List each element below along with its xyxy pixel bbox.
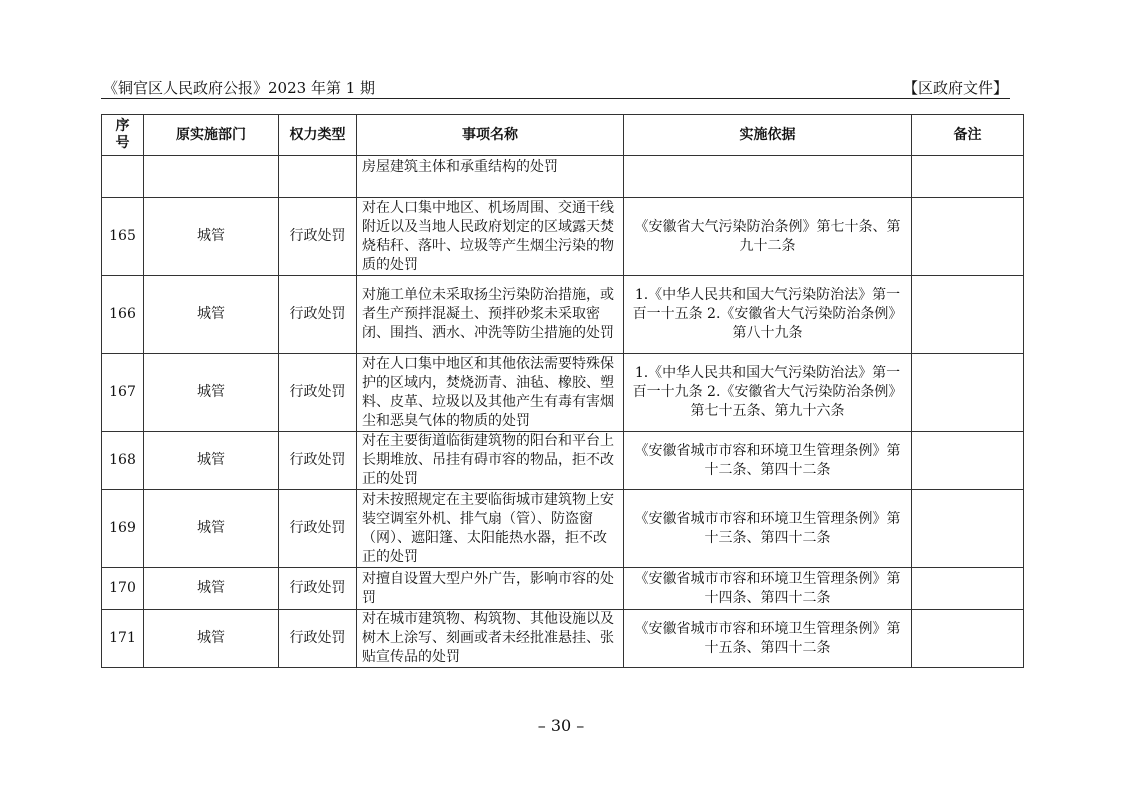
cell-note [912, 276, 1024, 354]
col-header-dept: 原实施部门 [144, 115, 279, 156]
table-row [102, 354, 1024, 432]
cell-dept: 城管 [144, 198, 279, 276]
cell-basis: 《安徽省城市市容和环境卫生管理条例》第十四条、第四十二条 [624, 568, 912, 610]
cell-type: 行政处罚 [279, 490, 357, 568]
cell-no: 171 [102, 610, 144, 668]
seq-header-line1: 序 [115, 118, 130, 134]
seq-header-line2: 号 [115, 135, 130, 151]
cell-name: 对擅自设置大型户外广告，影响市容的处罚 [357, 568, 624, 610]
cell-basis: 《安徽省城市市容和环境卫生管理条例》第十五条、第四十二条 [624, 610, 912, 668]
cell-name: 对在人口集中地区、机场周围、交通干线附近以及当地人民政府划定的区域露天焚烧秸秆、落叶、垃圾等产生烟尘污染的物质的处罚 [357, 198, 624, 276]
cell-no: 169 [102, 490, 144, 568]
col-header-seq [102, 115, 144, 156]
table-header [102, 115, 1024, 156]
table-body [102, 156, 1024, 668]
cell-no: 165 [102, 198, 144, 276]
cell-basis: 1.《中华人民共和国大气污染防治法》第一百一十五条 2.《安徽省大气污染防治条例》第八十九条 [624, 276, 912, 354]
cell-no: 167 [102, 354, 144, 432]
cell-name: 对在主要街道临街建筑物的阳台和平台上长期堆放、吊挂有碍市容的物品，拒不改正的处罚 [357, 432, 624, 490]
col-header-basis: 实施依据 [624, 115, 912, 156]
cell-note [912, 568, 1024, 610]
table-row [102, 568, 1024, 610]
header-row [102, 115, 1024, 156]
cell-no: 166 [102, 276, 144, 354]
cell-dept: 城管 [144, 276, 279, 354]
cell-type: 行政处罚 [279, 610, 357, 668]
cell-dept: 城管 [144, 354, 279, 432]
table-row [102, 156, 1024, 198]
cell-type: 行政处罚 [279, 432, 357, 490]
cell-name: 对在城市建筑物、构筑物、其他设施以及树木上涂写、刻画或者未经批准悬挂、张贴宣传品的处罚 [357, 610, 624, 668]
cell-no [102, 156, 144, 198]
page-header [101, 76, 1010, 99]
cell-name: 房屋建筑主体和承重结构的处罚 [357, 156, 624, 198]
cell-note [912, 198, 1024, 276]
col-header-name: 事项名称 [357, 115, 624, 156]
cell-note [912, 354, 1024, 432]
cell-no: 168 [102, 432, 144, 490]
cell-basis: 《安徽省城市市容和环境卫生管理条例》第十二条、第四十二条 [624, 432, 912, 490]
cell-type: 行政处罚 [279, 276, 357, 354]
cell-dept: 城管 [144, 432, 279, 490]
col-header-note: 备注 [912, 115, 1024, 156]
cell-basis: 《安徽省大气污染防治条例》第七十条、第九十二条 [624, 198, 912, 276]
cell-type: 行政处罚 [279, 568, 357, 610]
col-header-type: 权力类型 [279, 115, 357, 156]
page-number: – 30 – [537, 716, 585, 735]
cell-note [912, 490, 1024, 568]
cell-no: 170 [102, 568, 144, 610]
cell-name: 对施工单位未采取扬尘污染防治措施，或者生产预拌混凝土、预拌砂浆未采取密闭、围挡、洒水、冲洗等防尘措施的处罚 [357, 276, 624, 354]
cell-type: 行政处罚 [279, 354, 357, 432]
cell-name: 对在人口集中地区和其他依法需要特殊保护的区域内，焚烧沥青、油毡、橡胶、塑料、皮革、垃圾以及其他产生有毒有害烟尘和恶臭气体的物质的处罚 [357, 354, 624, 432]
cell-basis [624, 156, 912, 198]
table-row [102, 432, 1024, 490]
table-row [102, 276, 1024, 354]
table-row [102, 610, 1024, 668]
cell-note [912, 610, 1024, 668]
cell-basis: 《安徽省城市市容和环境卫生管理条例》第十三条、第四十二条 [624, 490, 912, 568]
cell-note [912, 156, 1024, 198]
cell-basis: 1.《中华人民共和国大气污染防治法》第一百一十九条 2.《安徽省大气污染防治条例》第七十五条、第九十六条 [624, 354, 912, 432]
cell-name: 对未按照规定在主要临街城市建筑物上安装空调室外机、排气扇（管）、防盗窗（网）、遮阳篷、太阳能热水器，拒不改正的处罚 [357, 490, 624, 568]
cell-type [279, 156, 357, 198]
table-row [102, 198, 1024, 276]
gazette-title: 《铜官区人民政府公报》2023 年第 1 期 [103, 79, 376, 97]
table-row [102, 490, 1024, 568]
cell-type: 行政处罚 [279, 198, 357, 276]
cell-dept: 城管 [144, 610, 279, 668]
cell-dept: 城管 [144, 568, 279, 610]
section-label: 【区政府文件】 [902, 79, 1008, 97]
power-items-table [101, 114, 1024, 668]
cell-dept: 城管 [144, 490, 279, 568]
cell-note [912, 432, 1024, 490]
cell-dept [144, 156, 279, 198]
